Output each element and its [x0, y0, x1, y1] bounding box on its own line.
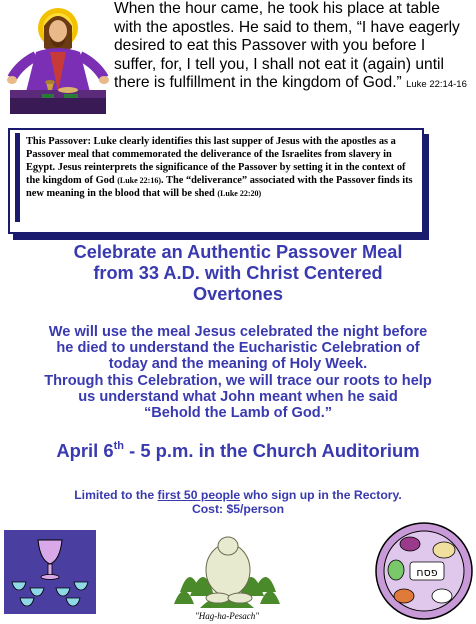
headline-line-2: from 33 A.D. with Christ Centered: [93, 263, 383, 283]
jesus-illustration: [6, 4, 110, 114]
description-line-5: us understand what John meant when he said: [78, 388, 398, 405]
signup-limit: first 50 people: [157, 488, 241, 502]
note-body-2: . The “deliverance” associated with the Passover finds its new meaning in the blood that will be shed: [26, 174, 413, 199]
headline-line-3: Overtones: [193, 284, 283, 304]
scripture-quote: [114, 0, 470, 93]
note-text: [26, 136, 414, 201]
description-line-6: “Behold the Lamb of God.”: [143, 405, 333, 422]
signup-post: who sign up in the Rectory.: [240, 488, 402, 502]
event-date: April 6: [56, 440, 114, 461]
lamb-illustration: [170, 522, 284, 624]
description-line-1: We will use the meal Jesus celebrated the night before: [48, 324, 428, 340]
event-time-place: - 5 p.m. in the Church Auditorium: [124, 440, 420, 461]
headline: [0, 242, 476, 305]
lamb-caption: "Hag-ha-Pesach": [194, 611, 260, 621]
note-ref-1: (Luke 22:16): [117, 175, 162, 185]
plate-caption: פסח: [416, 566, 438, 579]
signup-cost: Cost: $5/person: [191, 502, 285, 517]
description-line-2: he died to understand the Eucharistic Celebration of: [56, 340, 420, 357]
event-details: [0, 440, 476, 462]
signup-info: [0, 488, 476, 516]
description-line-3: today and the meaning of Holy Week.: [108, 356, 368, 373]
description: [0, 324, 476, 421]
headline-line-1: Celebrate an Authentic Passover Meal: [73, 242, 403, 262]
event-date-suffix: th: [113, 440, 124, 452]
seder-plate-illustration: [374, 520, 474, 622]
description-line-4: Through this Celebration, we will trace our roots to help: [44, 372, 432, 389]
signup-pre: Limited to the: [74, 488, 158, 502]
note-side-bar: [15, 133, 20, 222]
quote-text: When the hour came, he took his place at table with the apostles. He said to them, “I have eagerly desired to eat this Passover with you before I suffer, for, I tell you, I shall not eat it (again) until there is fulfillment in the kingdom of God.”: [114, 0, 460, 92]
note-ref-2: (Luke 22:20): [217, 188, 262, 198]
quote-citation: Luke 22:14-16: [406, 79, 467, 91]
note-body: This Passover: Luke clearly identifies this last supper of Jesus with the apostles as a Passover meal that commemorated the deliverance of the Israelites from slavery in Egypt. Jesus reinterprets the significance of the Passover by setting it in the context of the kingdom of God: [26, 136, 406, 186]
chalice-illustration: [4, 530, 96, 614]
